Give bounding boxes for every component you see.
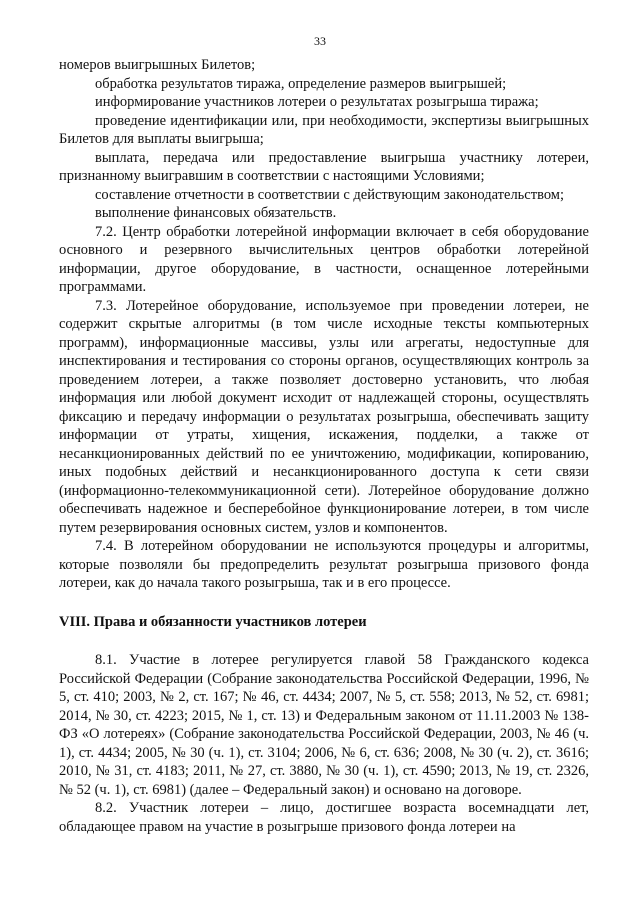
paragraph-7-3: 7.3. Лотерейное оборудование, используемое при проведении лотереи, не содержит скрытые алгоритмы (в том числе исходные тексты компьютерных программ), информационные массивы, узлы или агрегаты, недоступные для инспектирования и тестирования со стороны органов, осуществляющих контроль за проведением лотереи, а также позволяет достоверно установить, что любая информация или любой документ исходит от надлежащей стороны, осуществлять фиксацию и передачу информации о результатах розыгрыша, обеспечивать защиту информации от утраты, хищения, искажения, подделки, а также от несанкционированных действий по ее уничтожению, модификации, копированию, иных подобных действий и несанкционированного доступа к сети связи (информационно-телекоммуникационной сети). Лотерейное оборудование должно обеспечивать надежное и бесперебойное функционирование лотереи, в том числе путем резервирования основных систем, узлов и компонентов. bbox=[59, 297, 589, 536]
document-body bbox=[59, 56, 589, 836]
paragraph: проведение идентификации или, при необходимости, экспертизы выигрышных Билетов для выплаты выигрыша; bbox=[59, 112, 589, 147]
paragraph-8-2: 8.2. Участник лотереи – лицо, достигшее возраста восемнадцати лет, обладающее правом на участие в розыгрыше призового фонда лотереи на bbox=[59, 800, 589, 835]
paragraph: номеров выигрышных Билетов; bbox=[59, 57, 256, 73]
paragraph-7-2: 7.2. Центр обработки лотерейной информации включает в себя оборудование основного и резервного вычислительных центров обработки лотерейной информации, другое оборудование, в частности, оснащенное лотерейными программами. bbox=[59, 223, 589, 295]
paragraph-8-1: 8.1. Участие в лотерее регулируется главой 58 Гражданского кодекса Российской Федерации (Собрание законодательства Российской Федерации, 1996, № 5, ст. 410; 2003, № 2, ст. 167; № 46, ст. 4434; 2007, № 5, ст. 558; 2013, № 52, ст. 6981; 2014, № 30, ст. 4223; 2015, № 1, ст. 13) и Федеральным законом от 11.11.2003 № 138-ФЗ «О лотереях» (Собрание законодательства Российской Федерации, 2003, № 46 (ч. 1), ст. 4434; 2005, № 30 (ч. 1), ст. 3104; 2006, № 6, ст. 636; 2008, № 30 (ч. 2), ст. 3616; 2010, № 31, ст. 4183; 2011, № 27, ст. 3880, № 30 (ч. 1), ст. 4590; 2013, № 19, ст. 2326, № 52 (ч. 1), ст. 6981) (далее – Федеральный закон) и основано на договоре. bbox=[59, 652, 589, 798]
paragraph: составление отчетности в соответствии с действующим законодательством; bbox=[95, 186, 564, 203]
paragraph: выплата, передача или предоставление выигрыша участнику лотереи, признанному выигравшим в соответствии с настоящими Условиями; bbox=[59, 149, 589, 184]
paragraph: обработка результатов тиража, определение размеров выигрышей; bbox=[95, 75, 507, 92]
section-heading: VIII. Права и обязанности участников лотереи bbox=[59, 613, 367, 630]
paragraph: выполнение финансовых обязательств. bbox=[95, 205, 337, 221]
paragraph: информирование участников лотереи о результатах розыгрыша тиража; bbox=[95, 94, 539, 110]
page-number: 33 bbox=[314, 34, 326, 48]
paragraph-7-4: 7.4. В лотерейном оборудовании не используются процедуры и алгоритмы, которые позволяли бы предопределить результат розыгрыша призового фонда лотереи, как до начала такого розыгрыша, так и в его процессе. bbox=[59, 538, 589, 591]
